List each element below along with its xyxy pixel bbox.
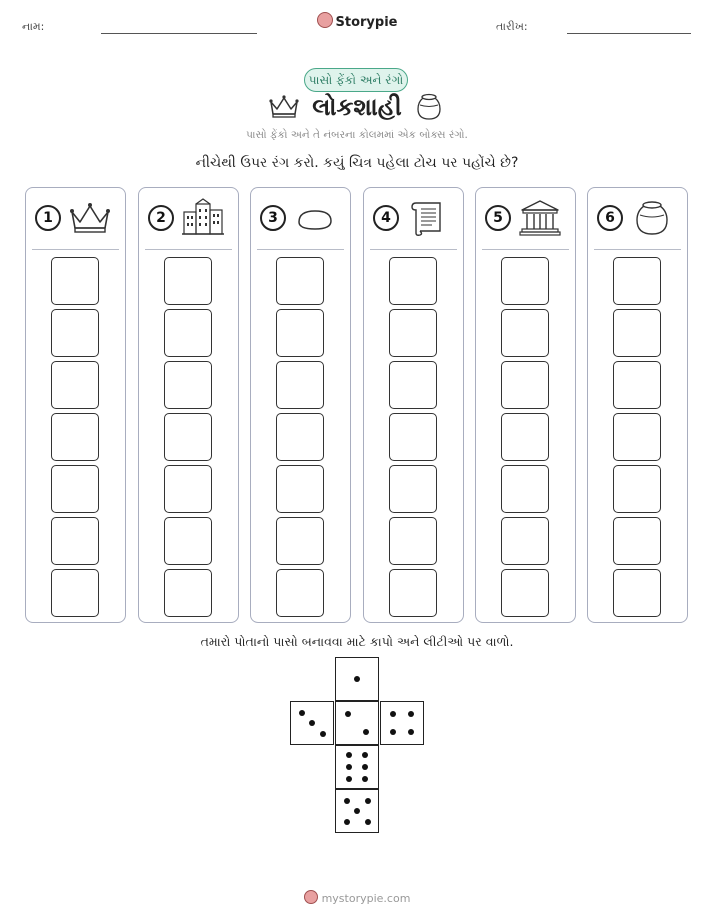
dice-pip xyxy=(408,729,414,735)
column-3 xyxy=(250,187,351,623)
brand-text: Storypie xyxy=(335,15,398,30)
name-line xyxy=(101,33,257,34)
brand-logo xyxy=(0,12,714,30)
storypie-mascot-icon xyxy=(304,890,318,904)
column-divider xyxy=(370,249,457,250)
column-5 xyxy=(475,187,576,623)
dice-face-6 xyxy=(335,745,379,789)
column-divider xyxy=(32,249,119,250)
footer xyxy=(0,890,714,905)
dice-pip xyxy=(363,729,369,735)
color-box[interactable] xyxy=(613,465,661,513)
date-line xyxy=(567,33,691,34)
clay-pot-icon xyxy=(630,198,674,238)
dice-face-3 xyxy=(290,701,334,745)
column-divider xyxy=(257,249,344,250)
column-2 xyxy=(138,187,239,623)
scroll-icon xyxy=(406,198,450,238)
dice-pip xyxy=(345,711,351,717)
column-number: 1 xyxy=(35,205,61,231)
dice-pip xyxy=(362,752,368,758)
column-divider xyxy=(482,249,569,250)
dice-pip xyxy=(320,731,326,737)
dice-pip xyxy=(344,798,350,804)
stone-icon xyxy=(293,198,337,238)
dice-face-2 xyxy=(335,701,379,745)
color-box[interactable] xyxy=(164,309,212,357)
color-box[interactable] xyxy=(51,361,99,409)
color-box[interactable] xyxy=(389,361,437,409)
color-box[interactable] xyxy=(501,257,549,305)
color-box[interactable] xyxy=(389,309,437,357)
column-6 xyxy=(587,187,688,623)
dice-pip xyxy=(346,752,352,758)
color-box[interactable] xyxy=(276,361,324,409)
dice-pip xyxy=(390,711,396,717)
question-text: નીચેથી ઉપર રંગ કરો. કયું ચિત્ર પહેલા ટોચ પર પહોંચે છે? xyxy=(195,155,519,171)
dice-pip xyxy=(344,819,350,825)
dice-pip xyxy=(408,711,414,717)
subtitle: પાસો ફેંકો અને તે નંબરના કોલમમાં એક બોક્સ રંગો. xyxy=(246,129,468,141)
dice-face-1 xyxy=(335,657,379,701)
parliament-building-icon xyxy=(518,198,562,238)
color-box[interactable] xyxy=(164,361,212,409)
color-box[interactable] xyxy=(389,517,437,565)
color-box[interactable] xyxy=(164,569,212,617)
color-box[interactable] xyxy=(501,413,549,461)
color-box[interactable] xyxy=(501,569,549,617)
dice-pip xyxy=(365,798,371,804)
column-number: 2 xyxy=(148,205,174,231)
color-box[interactable] xyxy=(501,465,549,513)
dice-face-5 xyxy=(335,789,379,833)
color-box[interactable] xyxy=(276,517,324,565)
color-box[interactable] xyxy=(613,569,661,617)
color-box[interactable] xyxy=(389,413,437,461)
color-box[interactable] xyxy=(389,569,437,617)
crown-icon xyxy=(68,198,112,238)
color-box[interactable] xyxy=(276,257,324,305)
column-number: 5 xyxy=(485,205,511,231)
color-box[interactable] xyxy=(501,517,549,565)
dice-net xyxy=(290,657,424,835)
color-box[interactable] xyxy=(613,413,661,461)
color-box[interactable] xyxy=(501,309,549,357)
cut-fold-instruction: તમારો પોતાનો પાસો બનાવવા માટે કાપો અને લીટીઓ પર વાળો. xyxy=(200,634,514,649)
color-box[interactable] xyxy=(164,517,212,565)
color-box[interactable] xyxy=(389,465,437,513)
color-box[interactable] xyxy=(276,465,324,513)
dice-pip xyxy=(390,729,396,735)
dice-pip xyxy=(309,720,315,726)
column-divider xyxy=(145,249,232,250)
color-box[interactable] xyxy=(276,309,324,357)
column-number: 6 xyxy=(597,205,623,231)
color-box[interactable] xyxy=(613,361,661,409)
color-box[interactable] xyxy=(613,257,661,305)
color-box[interactable] xyxy=(51,517,99,565)
color-box[interactable] xyxy=(164,465,212,513)
column-number: 4 xyxy=(373,205,399,231)
storypie-mascot-icon xyxy=(317,12,333,28)
dice-pip xyxy=(299,710,305,716)
color-box[interactable] xyxy=(276,569,324,617)
name-label: નામ: xyxy=(22,20,45,33)
color-box[interactable] xyxy=(164,257,212,305)
color-box[interactable] xyxy=(613,309,661,357)
color-box[interactable] xyxy=(51,257,99,305)
activity-pill: પાસો ફેંકો અને રંગો xyxy=(304,68,408,92)
date-label: તારીખ: xyxy=(496,20,528,33)
color-box[interactable] xyxy=(276,413,324,461)
color-box[interactable] xyxy=(613,517,661,565)
footer-url: mystorypie.com xyxy=(321,892,411,905)
dice-pip xyxy=(365,819,371,825)
color-box[interactable] xyxy=(51,569,99,617)
dice-pip xyxy=(354,808,360,814)
column-number: 3 xyxy=(260,205,286,231)
color-box[interactable] xyxy=(389,257,437,305)
clay-pot-icon xyxy=(414,92,444,122)
column-divider xyxy=(594,249,681,250)
color-box[interactable] xyxy=(51,413,99,461)
color-box[interactable] xyxy=(164,413,212,461)
color-box[interactable] xyxy=(51,309,99,357)
column-1 xyxy=(25,187,126,623)
page-title: લોકશાહી xyxy=(312,93,402,121)
city-buildings-icon xyxy=(181,198,225,238)
color-box[interactable] xyxy=(51,465,99,513)
dice-pip xyxy=(346,776,352,782)
column-4 xyxy=(363,187,464,623)
dice-pip xyxy=(346,764,352,770)
dice-pip xyxy=(362,776,368,782)
dice-face-4 xyxy=(380,701,424,745)
dice-pip xyxy=(362,764,368,770)
color-box[interactable] xyxy=(501,361,549,409)
dice-pip xyxy=(354,676,360,682)
